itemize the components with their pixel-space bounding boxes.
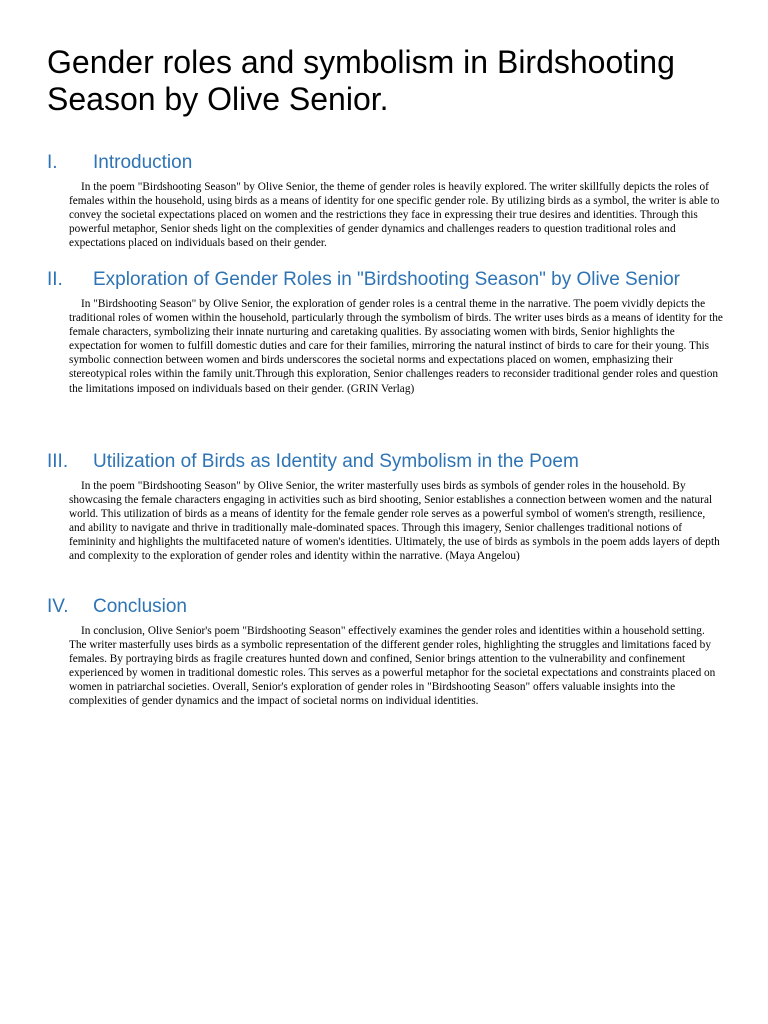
section-number: IV. [47, 596, 69, 617]
section-heading [47, 152, 723, 174]
section-conclusion [47, 596, 723, 709]
section-body: In "Birdshooting Season" by Olive Senior, the exploration of gender roles is a central theme in the narrative. The poem vividly depicts the traditional roles of women within the household, particularly through the symbolism of birds. The writer uses birds as a means of identity for the female characters, symbolizing their innate nurturing and caretaking qualities. By associating women with birds, Senior highlights the expectation for women to fulfill domestic duties and care for their families, mirroring the natural instinct of birds to care for their young. This symbolic connection between women and birds underscores the societal norms and expectations placed on women, emphasizing their stereotypical roles within the family unit.Through this exploration, Senior challenges readers to reconsider traditional gender roles and question the limitations imposed on individuals based on their gender. (GRIN Verlag) [69, 298, 723, 395]
section-body: In conclusion, Olive Senior's poem "Birdshooting Season" effectively examines the gender roles and identities within a household setting. The writer masterfully uses birds as a symbolic representation of the different gender roles, highlighting the struggles and limitations faced by females. By portraying birds as fragile creatures hunted down and confined, Senior brings attention to the vulnerability and confinement experienced by women in traditional domestic roles. This serves as a powerful metaphor for the societal expectations and constraints placed on women in patriarchal societies. Overall, Senior's exploration of gender roles in "Birdshooting Season" offers valuable insights into the complexities of gender dynamics and the impact of societal norms on individual identities. [69, 625, 716, 708]
section-exploration [47, 269, 723, 396]
section-heading [47, 451, 723, 473]
section-utilization [47, 451, 723, 564]
section-heading-text: Introduction [93, 152, 193, 173]
section-body: In the poem "Birdshooting Season" by Olive Senior, the writer masterfully uses birds as symbols of gender roles in the household. By showcasing the female characters engaging in activities such as bird shooting, Senior establishes a connection between women and the natural world. This utilization of birds as a means of identity for the female gender role serves as a powerful symbol of women's strength, resilience, and ability to navigate and thrive in traditionally male-dominated spaces. Through this imagery, Senior challenges traditional notions of femininity and highlights the multifaceted nature of women's identities. Ultimately, the use of birds as symbols in the poem adds layers of depth and complexity to the exploration of gender roles and identity within the narrative. (Maya Angelou) [69, 480, 720, 563]
section-introduction [47, 152, 723, 250]
section-body: In the poem "Birdshooting Season" by Olive Senior, the theme of gender roles is heavily explored. The writer skillfully depicts the roles of females within the household, using birds as a means of identity for one specific gender role. By utilizing birds as a symbol, the writer is able to convey the societal expectations placed on women and the restrictions they face in expressing their true desires and identities. Through this powerful metaphor, Senior sheds light on the complexities of gender dynamics and challenges readers to question traditional roles and expectations placed on individuals based on their gender. [69, 181, 720, 250]
section-heading-text: Utilization of Birds as Identity and Symbolism in the Poem [93, 451, 579, 472]
section-number: III. [47, 451, 69, 472]
section-heading [47, 596, 723, 618]
section-number: I. [47, 152, 58, 173]
section-heading-text: Exploration of Gender Roles in "Birdshooting Season" by Olive Senior [93, 269, 680, 290]
section-heading-text: Conclusion [93, 596, 187, 617]
document-title: Gender roles and symbolism in Birdshooting Season by Olive Senior. [47, 44, 675, 117]
section-number: II. [47, 269, 63, 290]
section-heading [47, 269, 723, 291]
